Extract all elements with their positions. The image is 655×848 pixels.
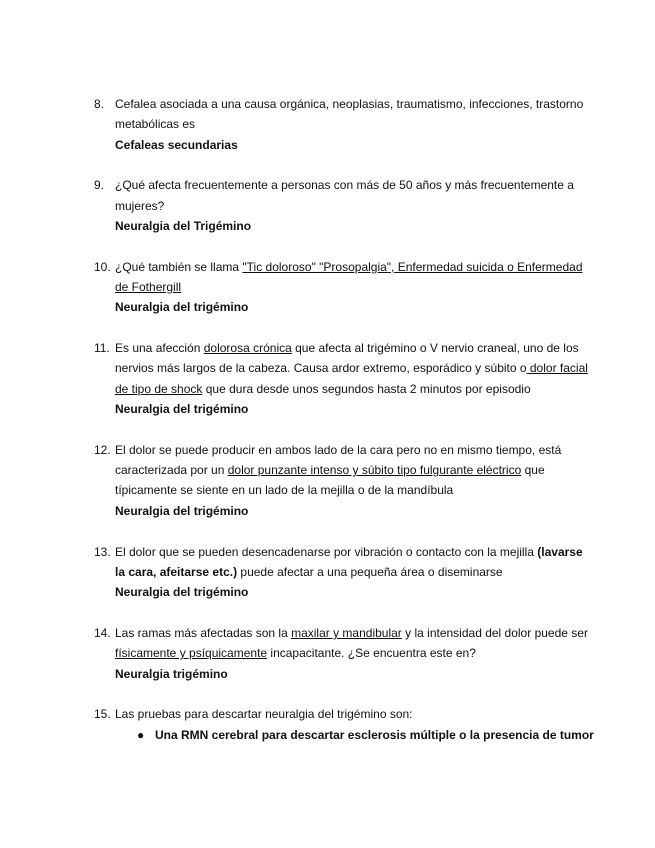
question-text: que dura desde unos segundos hasta 2 minutos por episodio xyxy=(202,381,531,396)
question-item-10 xyxy=(94,257,594,318)
question-text: Las ramas más afectadas son la xyxy=(115,625,292,640)
answer-text: Cefaleas secundarias xyxy=(115,137,238,152)
question-text: Las pruebas para descartar neuralgia del trigémino son: xyxy=(115,707,413,722)
answer-text: Neuralgia del trigémino xyxy=(115,585,249,600)
answer-text: Neuralgia del trigémino xyxy=(115,402,249,417)
question-text: que afecta al trigémino o V nervio craneal, uno de los nervios más largos de la cabeza. Causa ardor extremo, esporádico y súbito o xyxy=(115,341,579,376)
question-text: Es una afección xyxy=(115,341,204,356)
question-number: 9. xyxy=(94,178,105,193)
bullet-item xyxy=(137,725,594,745)
question-item-14 xyxy=(94,623,594,684)
question-text: El dolor se puede producir en ambos lado de la cara pero no en mismo tiempo, está caracterizada por un xyxy=(115,442,562,478)
question-number: 12. xyxy=(94,442,111,457)
answer-text: Neuralgia del trigémino xyxy=(115,503,249,518)
answer-text: Neuralgia del Trigémino xyxy=(115,218,252,233)
underlined-text: físicamente y psíquicamente xyxy=(115,646,268,661)
question-text: incapacitante. ¿Se encuentra este en? xyxy=(267,646,476,661)
underlined-text: dolor punzante intenso y súbito tipo fulgurante eléctrico xyxy=(227,463,522,478)
underlined-text: "Tic doloroso" "Prosopalgia", Enfermedad suicida o Enfermedad de Fothergill xyxy=(115,259,583,295)
question-text: y la intensidad del dolor puede ser xyxy=(401,625,588,640)
question-text: El dolor que se pueden desencadenarse por vibración o contacto con la mejilla xyxy=(115,544,538,559)
answer-text: Neuralgia del trigémino xyxy=(115,300,249,315)
question-number: 14. xyxy=(94,625,111,640)
underlined-text: maxilar y mandibular xyxy=(291,625,402,640)
question-item-12 xyxy=(94,440,594,521)
question-number: 13. xyxy=(94,544,111,559)
question-number: 8. xyxy=(94,97,105,111)
question-item-15 xyxy=(94,704,594,745)
question-text: ¿Qué afecta frecuentemente a personas con más de 50 años y más frecuentemente a mujeres? xyxy=(115,178,574,213)
question-text: puede afectar a una pequeña área o diseminarse xyxy=(237,564,503,579)
question-number: 10. xyxy=(94,259,111,274)
question-number: 15. xyxy=(94,707,111,722)
question-item-11 xyxy=(94,338,594,419)
underlined-text: dolor facial de tipo de shock xyxy=(115,361,588,396)
bullet-icon: ● xyxy=(137,727,145,742)
question-text: ¿Qué también se llama xyxy=(115,259,243,274)
bullet-text: Una RMN cerebral para descartar esclerosis múltiple o la presencia de tumor xyxy=(155,727,594,742)
question-number: 11. xyxy=(94,341,110,356)
question-text: Cefalea asociada a una causa orgánica, neoplasias, traumatismo, infecciones, trastorno metabólicas es xyxy=(115,97,584,132)
question-item-8 xyxy=(94,94,594,155)
question-text: que típicamente se siente en un lado de la mejilla o de la mandíbula xyxy=(115,463,545,498)
question-list xyxy=(94,94,594,765)
underlined-text: dolorosa crónica xyxy=(203,341,292,356)
question-item-9 xyxy=(94,175,594,236)
bullet-list xyxy=(115,725,594,745)
bold-text: (lavarse la cara, afeitarse etc.) xyxy=(115,544,583,579)
answer-text: Neuralgia trigémino xyxy=(115,666,228,681)
question-item-13 xyxy=(94,542,594,603)
